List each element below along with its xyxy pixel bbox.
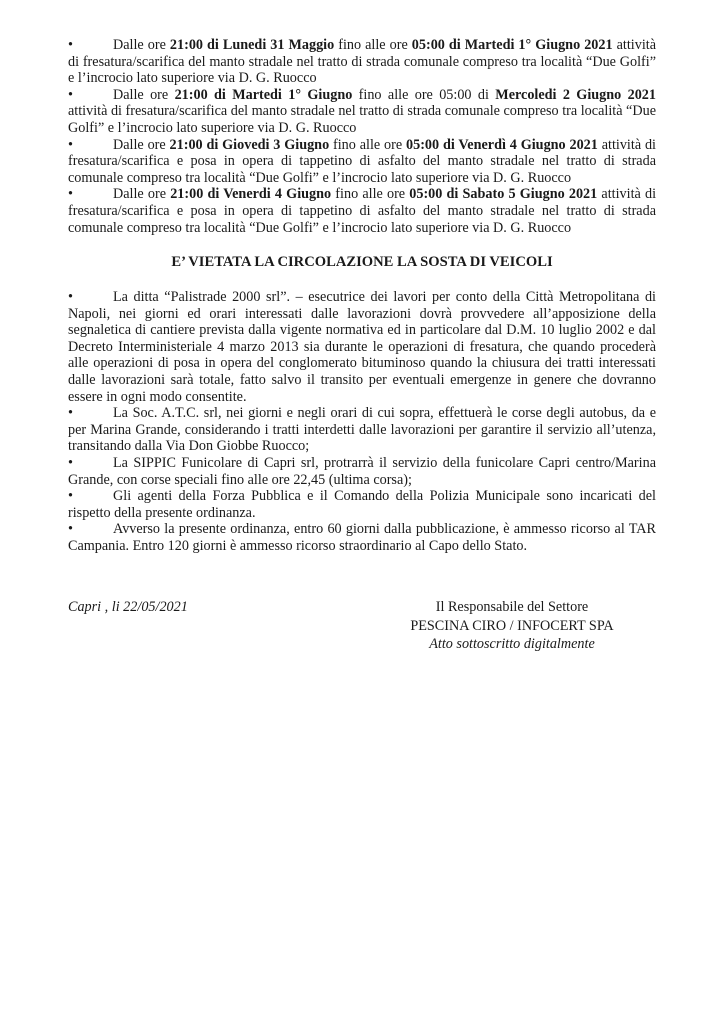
signature-note: Atto sottoscritto digitalmente	[429, 636, 595, 653]
bullet-icon: •	[68, 86, 73, 103]
bullet-icon: •	[68, 454, 73, 471]
start-time: 21:00 di Lunedi 31 Maggio	[169, 37, 335, 53]
start-time: 21:00 di Venerdi 4 Giugno	[170, 186, 332, 203]
schedule-item	[68, 137, 656, 187]
start-time: 21:00 di Giovedi 3 Giugno	[169, 136, 330, 153]
section-heading: E’ VIETATA LA CIRCOLAZIONE LA SOSTA DI VEICOLI	[171, 254, 553, 270]
end-time: Mercoledi 2 Giugno 2021	[495, 86, 656, 103]
bullet-icon: •	[68, 136, 73, 153]
bullet-icon: •	[68, 37, 73, 53]
provisions-list	[68, 289, 656, 555]
item-prefix: Dalle ore	[113, 86, 175, 103]
signature-block	[380, 598, 644, 654]
item-middle: fino alle ore	[329, 136, 406, 153]
item-body: attività di fresatura/scarifica del manto stradale nel tratto di strada comunale compreso tra località “Due Golfi” e l’incrocio lato superiore via D. G. Ruocco	[68, 103, 656, 136]
item-body: attività di fresatura/scarifica del manto stradale nel tratto di strada comunale compreso tra località “Due Golfi” e l’incrocio lato superiore via D. G. Ruocco	[68, 37, 657, 87]
place-date: Capri , li 22/05/2021	[68, 599, 188, 615]
signature-role: Il Responsabile del Settore	[435, 599, 589, 615]
bullet-icon: •	[68, 405, 73, 422]
provision-item	[68, 455, 656, 488]
provision-text: Avverso la presente ordinanza, entro 60 giorni dalla pubblicazione, è ammesso ricorso al TAR Campania. Entro 120 giorni è ammesso ricorso straordinario al Capo dello Stato.	[68, 521, 656, 554]
start-time: 21:00 di Martedi 1° Giugno	[174, 86, 353, 103]
end-time: 05:00 di Venerdì 4 Giugno 2021	[406, 136, 598, 153]
item-middle: fino alle ore	[334, 37, 412, 53]
item-prefix: Dalle ore	[113, 186, 171, 203]
item-prefix: Dalle ore	[113, 136, 170, 153]
bullet-icon: •	[68, 521, 73, 538]
bullet-icon: •	[68, 488, 73, 505]
schedule-list	[68, 37, 656, 236]
bullet-icon: •	[68, 186, 73, 203]
item-body: attività di fresatura/scarifica e posa in opera di tappetino di asfalto del manto stradale nel tratto di strada comunale compreso tra località “Due Golfi” e l’incrocio lato superiore via D. G. Ruocco	[68, 136, 656, 186]
schedule-item	[68, 87, 656, 137]
provision-text: Gli agenti della Forza Pubblica e il Comando della Polizia Municipale sono incaricati del rispetto della presente ordinanza.	[68, 488, 656, 521]
end-time: 05:00 di Martedi 1° Giugno 2021	[411, 37, 613, 53]
provision-item	[68, 488, 656, 521]
provision-text: La SIPPIC Funicolare di Capri srl, protrarrà il servizio della funicolare Capri centro/Marina Grande, con corse speciali fino alle ore 22,45 (ultima corsa);	[68, 454, 656, 488]
provision-text: La ditta “Palistrade 2000 srl”. – esecutrice dei lavori per conto della Città Metropolitana di Napoli, nei giorni ed orari interessati dalle lavorazioni dovrà provvedere all’apposizione della segnaletica di cantiere prevista dalla vigente normativa ed in particolare dal D.M. 10 luglio 2002 e dal Decreto Interministeriale 4 marzo 2013 sia durante le operazioni di fresatura, che quando procederà alle operazioni di posa in opera del conglomerato bituminoso quando la chiusura dei tratti interessati dalle lavorazioni sarà totale, fatto salvo il transito per eventuali emergenze in genere che dovranno essere in ogni modo consentite.	[68, 289, 656, 405]
schedule-item	[68, 37, 656, 87]
bullet-icon: •	[68, 289, 73, 305]
provision-item	[68, 405, 656, 455]
provision-item	[68, 521, 656, 554]
item-prefix: Dalle ore	[113, 37, 170, 53]
schedule-item	[68, 186, 656, 236]
item-body: attività di fresatura/scarifica e posa in opera di tappetino di asfalto del manto stradale nel tratto di strada comunale compreso tra località “Due Golfi” e l’incrocio lato superiore via D. G. Ruocco	[68, 186, 657, 236]
provision-item	[68, 289, 656, 405]
provision-text: La Soc. A.T.C. srl, nei giorni e negli orari di cui sopra, effettuerà le corse degli autobus, da e per Marina Grande, considerando i tratti interdetti dalle lavorazioni per garantire il servizio all’utenza, transitando dalla Via Don Giobbe Ruocco;	[68, 405, 656, 455]
item-middle: fino alle ore 05:00 di	[352, 86, 496, 103]
signature-name: PESCINA CIRO / INFOCERT SPA	[410, 617, 614, 634]
end-time: 05:00 di Sabato 5 Giugno 2021	[409, 186, 598, 203]
item-middle: fino alle ore	[331, 186, 410, 203]
